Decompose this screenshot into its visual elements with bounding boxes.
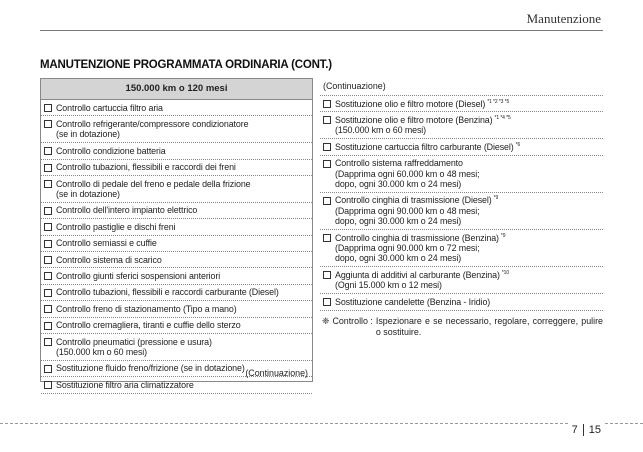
checkbox-icon xyxy=(323,100,331,108)
checklist-item-text: Controllo refrigerante/compressore condizionatore (se in dotazione) xyxy=(56,118,249,140)
page-header-title: Manutenzione xyxy=(526,11,601,26)
checklist-item xyxy=(41,252,312,268)
left-maintenance-table xyxy=(40,78,313,390)
checkbox-icon xyxy=(44,338,52,346)
checkbox-icon xyxy=(323,197,331,205)
checklist-item xyxy=(320,96,603,112)
checklist-item-text: Aggiunta di additivi al carburante (Benzina) $^{*10}$ (Ogni 15.000 km o 12 mesi) xyxy=(335,269,510,291)
note-text: Ispezionare e se necessario, regolare, correggere, pulire o sostituire. xyxy=(375,315,603,337)
footer-rule xyxy=(0,423,643,424)
checklist-item xyxy=(41,100,312,116)
checklist-item xyxy=(320,156,603,193)
note-symbol-icon: ❈ xyxy=(322,315,330,326)
checkbox-icon xyxy=(44,164,52,172)
checklist-item-text: Controllo dell'intero impianto elettrico xyxy=(56,205,198,216)
checklist-item xyxy=(41,143,312,159)
checklist-item-text: Controllo cartuccia filtro aria xyxy=(56,102,163,113)
checkbox-icon xyxy=(44,322,52,330)
page-number xyxy=(568,419,605,441)
legend-note xyxy=(320,316,603,338)
checklist-item xyxy=(41,203,312,219)
checklist-item-text: Controllo giunti sferici sospensioni anteriori xyxy=(56,270,221,281)
continuation-label-left: (Continuazione) xyxy=(245,368,308,378)
checklist-item-text: Controllo semiassi e cuffie xyxy=(56,238,157,249)
checklist-item-text: Controllo pastiglie e dischi freni xyxy=(56,221,176,232)
continuation-label-right: (Continuazione) xyxy=(320,78,603,96)
checklist-item xyxy=(41,219,312,235)
checklist-item-text: Controllo tubazioni, flessibili e raccordi dei freni xyxy=(56,162,236,173)
checkbox-icon xyxy=(44,120,52,128)
checklist-item xyxy=(41,334,312,361)
checklist-item xyxy=(41,377,312,393)
checklist-item-text: Controllo sistema di scarico xyxy=(56,254,162,265)
checkbox-icon xyxy=(44,180,52,188)
checklist-item-text: Controllo sistema raffreddamento (Dapprima ogni 60.000 km o 48 mesi; dopo, ogni 30.000 km o 24 mesi) xyxy=(335,158,480,189)
checklist-item-text: Controllo pneumatici (pressione e usura) (150.000 km o 60 mesi) xyxy=(56,336,212,357)
footnote-marker: *10 xyxy=(501,269,510,276)
checkbox-icon xyxy=(44,223,52,231)
checklist-item-text: Sostituzione fluido freno/frizione (se in dotazione) xyxy=(56,363,245,374)
checkbox-icon xyxy=(44,305,52,313)
checklist-item xyxy=(41,268,312,284)
checklist-item-text: Controllo di pedale del freno e pedale della frizione (se in dotazione) xyxy=(56,178,251,199)
checklist-item xyxy=(320,139,603,155)
checklist-item-text: Controllo cremagliera, tiranti e cuffie dello sterzo xyxy=(56,320,241,331)
checklist-item-text: Controllo tubazioni, flessibili e raccordi carburante (Diesel) xyxy=(56,287,279,298)
checklist-item xyxy=(41,176,312,203)
checkbox-icon xyxy=(323,271,331,279)
footnote-marker: *1 *2 *3 *5 xyxy=(487,98,510,105)
checklist-item xyxy=(41,318,312,334)
checklist-item xyxy=(41,160,312,176)
checkbox-icon xyxy=(44,289,52,297)
checklist-item-text: Sostituzione filtro aria climatizzatore xyxy=(56,379,194,390)
checklist-item xyxy=(320,230,603,267)
checkbox-icon xyxy=(323,160,331,168)
checklist-item-text: Controllo freno di stazionamento (Tipo a mano) xyxy=(56,303,237,314)
checklist-item-text: Sostituzione cartuccia filtro carburante (Diesel) $^{*6}$ xyxy=(335,141,521,152)
checkbox-icon xyxy=(44,365,52,373)
footnote-marker: *9 xyxy=(500,232,506,239)
chapter-number: 7 xyxy=(572,424,584,436)
checklist-item xyxy=(41,285,312,301)
interval-header: 150.000 km o 120 mesi xyxy=(41,79,312,100)
checklist-item xyxy=(320,294,603,310)
checkbox-icon xyxy=(323,143,331,151)
checklist-item xyxy=(41,236,312,252)
checklist-item-text: Sostituzione candelette (Benzina - Iridio) xyxy=(335,296,491,307)
checklist-item xyxy=(320,267,603,294)
checkbox-icon xyxy=(44,147,52,155)
checkbox-icon xyxy=(44,104,52,112)
checklist-item-text: Sostituzione olio e filtro motore (Diesel) $^{*1 *2 *3 *5}$ xyxy=(335,98,510,109)
checkbox-icon xyxy=(44,272,52,280)
right-item-list xyxy=(320,96,603,311)
checkbox-icon xyxy=(323,298,331,306)
checklist-item-text: Controllo cinghia di trasmissione (Diesel) $^{*9}$ (Dapprima ogni 90.000 km o 48 mesi; dopo, ogni 30.000 km o 24 mesi) xyxy=(335,195,499,227)
note-label: Controllo : xyxy=(332,315,373,326)
checkbox-icon xyxy=(323,116,331,124)
checklist-item-text: Controllo cinghia di trasmissione (Benzina) $^{*9}$ (Dapprima ogni 90.000 km o 72 mesi; dopo, ogni 30.000 km o 24 mesi) xyxy=(335,232,506,264)
checkbox-icon xyxy=(44,207,52,215)
checklist-item-text: Controllo condizione batteria xyxy=(56,145,166,156)
checkbox-icon xyxy=(44,240,52,248)
page-number-value: 15 xyxy=(588,424,601,436)
checkbox-icon xyxy=(44,256,52,264)
checklist-item xyxy=(320,193,603,230)
left-item-list xyxy=(41,100,312,394)
checkbox-icon xyxy=(323,234,331,242)
checklist-item xyxy=(320,112,603,139)
footnote-marker: *9 xyxy=(493,195,499,202)
footnote-marker: *1 *4 *5 xyxy=(494,114,511,121)
checkbox-icon xyxy=(44,381,52,389)
footnote-marker: *6 xyxy=(515,141,521,148)
checklist-item xyxy=(41,301,312,317)
section-title: MANUTENZIONE PROGRAMMATA ORDINARIA (CONT.) xyxy=(40,59,332,71)
right-maintenance-table xyxy=(320,78,603,338)
header-rule xyxy=(40,30,603,31)
checklist-item-text: Sostituzione olio e filtro motore (Benzina) $^{*1 *4 *5}$ (150.000 km o 60 mesi) xyxy=(335,114,511,136)
checklist-item xyxy=(41,116,312,143)
